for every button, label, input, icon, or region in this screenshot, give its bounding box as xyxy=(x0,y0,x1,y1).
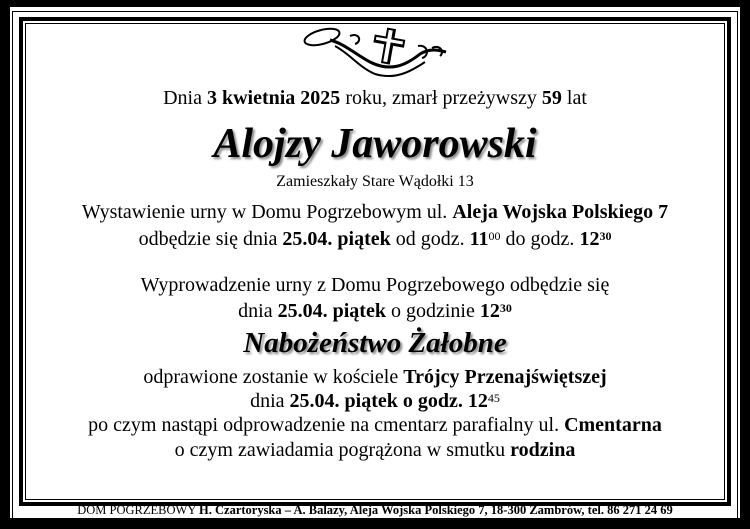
viewing-line-2 xyxy=(0,227,750,251)
from-minute: 00 xyxy=(488,229,501,243)
text: Wystawienie urny w Domu Pogrzebowym ul. xyxy=(81,201,453,223)
death-date: 3 kwietnia 2025 xyxy=(206,87,341,109)
footer-details: H. Czartoryska – A. Balazy, Aleja Wojska Polskiego 7, 18-300 Zambrów, tel. 86 271 24 69 xyxy=(199,503,673,517)
service-line-1 xyxy=(0,365,750,389)
service-line-2 xyxy=(0,389,750,413)
service-line-4 xyxy=(0,438,750,462)
text: o czym zawiadamia pogrążona w smutku xyxy=(174,439,511,461)
text: roku, zmarł przeżywszy xyxy=(340,87,542,109)
residence: Zamieszkały Stare Wądołki 13 xyxy=(276,173,474,190)
service-hour: 12 xyxy=(467,390,488,412)
from-hour: 11 xyxy=(469,228,489,250)
service-line-3 xyxy=(0,413,750,437)
viewing-date: 25.04. piątek xyxy=(282,228,391,250)
text: od godz. xyxy=(390,228,470,250)
funeral-home-address: Aleja Wojska Polskiego 7 xyxy=(452,201,669,223)
procession-date: 25.04. piątek xyxy=(277,300,386,322)
footer-company: DOM POGRZEBOWY xyxy=(77,503,200,517)
cross-ribbon-ornament-icon xyxy=(300,24,450,82)
service-title: Nabożeństwo Żałobne xyxy=(243,327,507,359)
procession-line-2 xyxy=(0,299,750,323)
text: odbędzie się dnia xyxy=(138,228,283,250)
service-datetime: 25.04. piątek o godz. xyxy=(289,390,468,412)
funeral-home-footer xyxy=(0,503,750,518)
to-hour: 12 xyxy=(579,228,600,250)
procession-line-1: Wyprowadzenie urny z Domu Pogrzebowego odbędzie się xyxy=(140,274,610,296)
death-announcement xyxy=(0,86,750,110)
bottom-border xyxy=(0,518,750,529)
church-name: Trójcy Przenajświętszej xyxy=(403,366,607,388)
deceased-name: Alojzy Jaworowski xyxy=(213,121,537,167)
text: do godz. xyxy=(500,228,580,250)
text: dnia xyxy=(250,390,290,412)
text: dnia xyxy=(238,300,278,322)
text: lat xyxy=(561,87,587,109)
procession-hour: 12 xyxy=(479,300,500,322)
family: rodzina xyxy=(510,439,576,461)
viewing-line-1 xyxy=(0,200,750,224)
age: 59 xyxy=(541,87,562,109)
to-minute: 30 xyxy=(599,229,612,243)
text: odprawione zostanie w kościele xyxy=(143,366,404,388)
text: Dnia xyxy=(163,87,207,109)
service-minute: 45 xyxy=(487,391,500,405)
cemetery-street: Cmentarna xyxy=(564,414,662,436)
text: o godzinie xyxy=(385,300,480,322)
procession-minute: 30 xyxy=(499,301,512,315)
text: po czym nastąpi odprowadzenie na cmentarz parafialny ul. xyxy=(88,414,565,436)
